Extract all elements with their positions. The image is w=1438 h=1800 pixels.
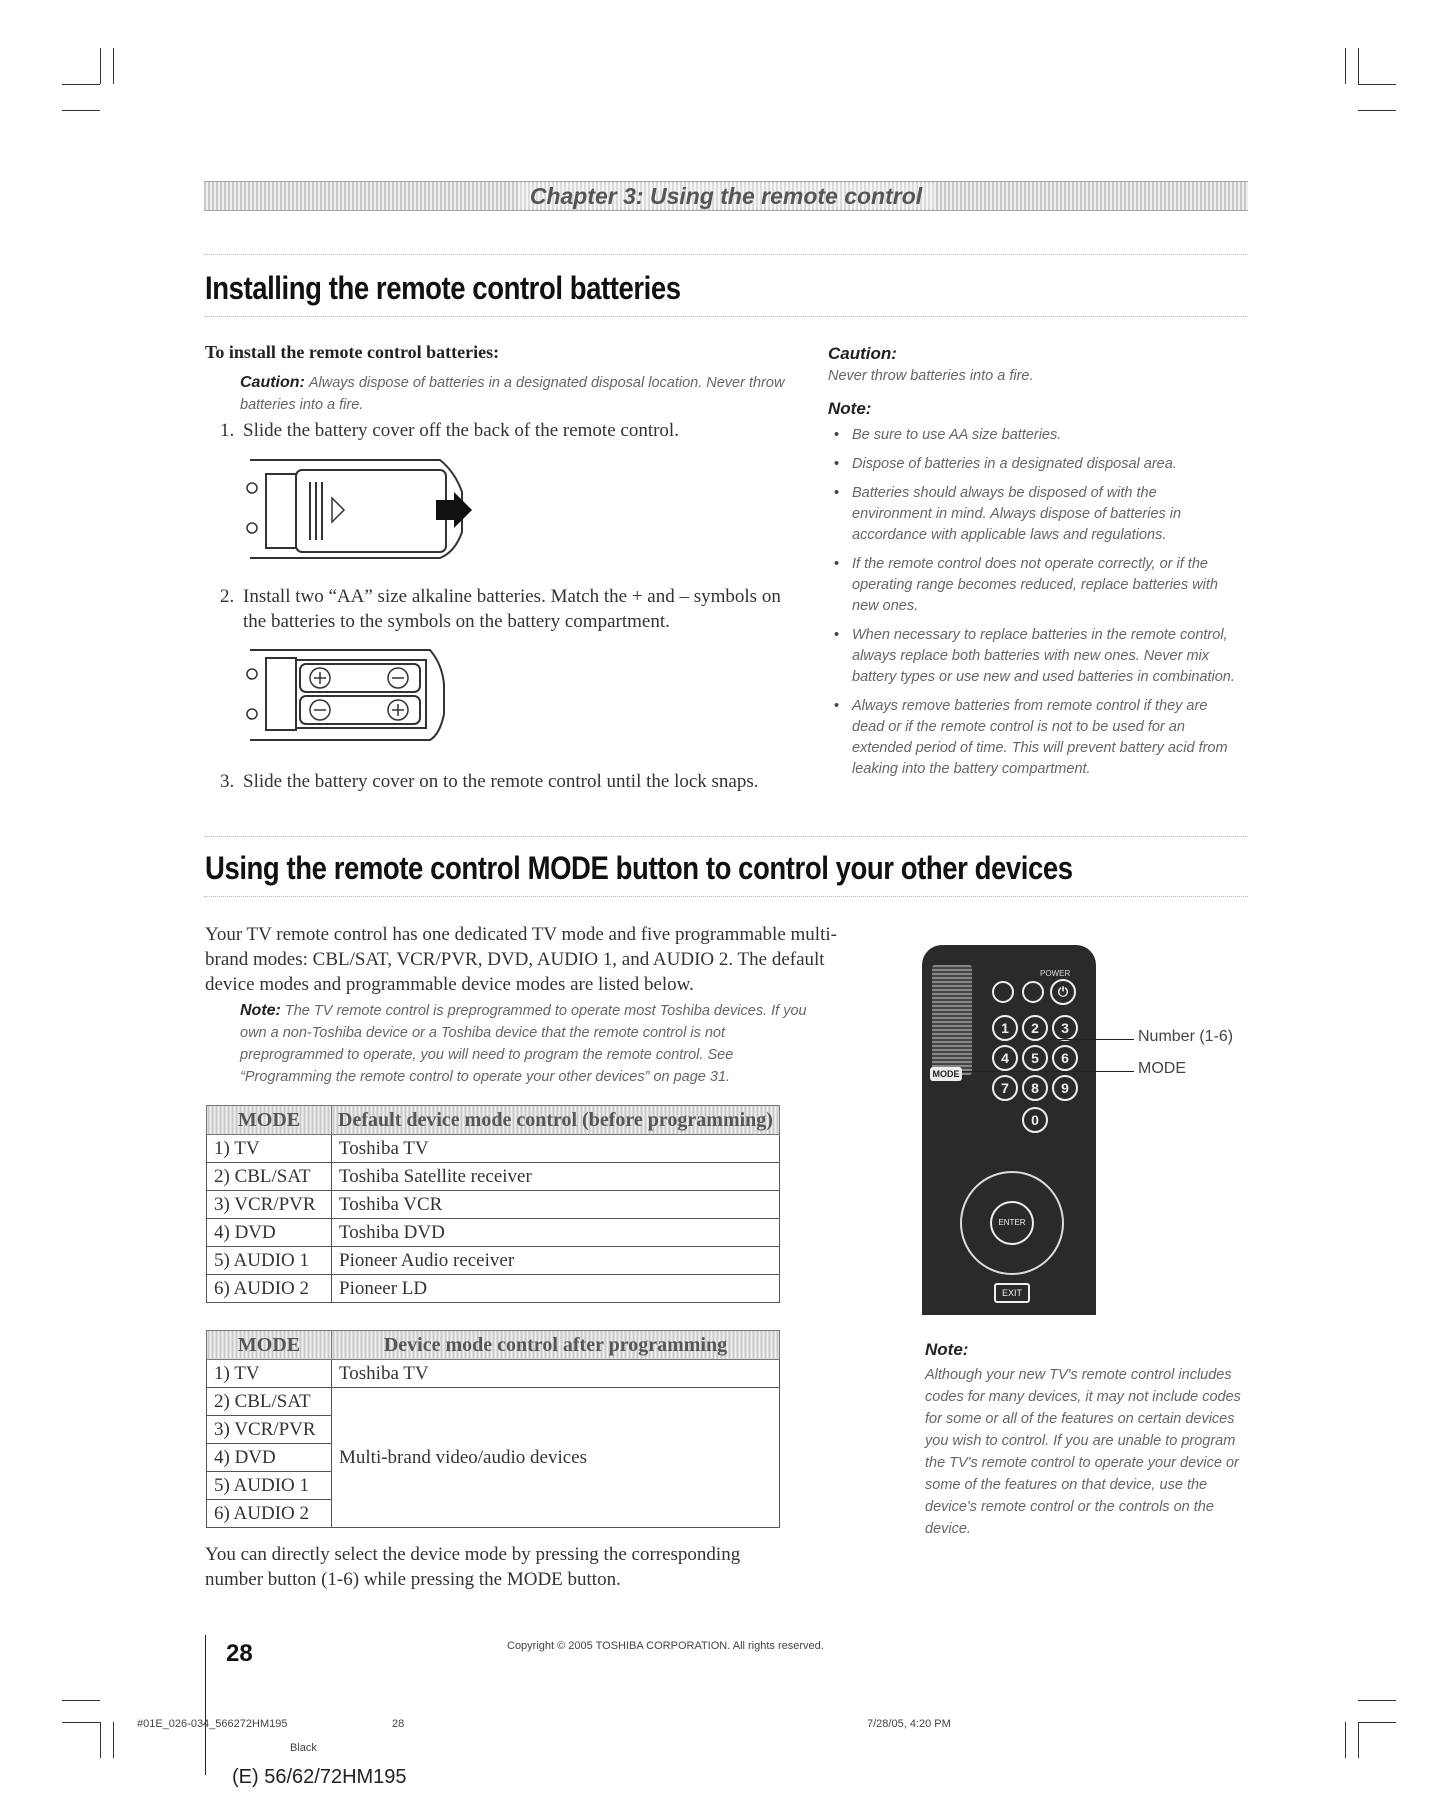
battery-cover-illustration bbox=[240, 452, 480, 562]
number-key: 0 bbox=[1022, 1107, 1048, 1133]
divider bbox=[204, 836, 1248, 837]
crop-mark bbox=[113, 48, 114, 84]
table-row bbox=[207, 1388, 780, 1416]
print-color: Black bbox=[290, 1742, 317, 1754]
table-header-row bbox=[207, 1106, 780, 1135]
caution-block bbox=[240, 372, 790, 416]
mode-note-text: The TV remote control is preprogrammed to operate most Toshiba devices. If you own a non-Toshiba device or a Toshiba device that the remote control is not preprogrammed to operate, you will need to program the remote control. See “Programming the remote control to operate your other devices” on page 31. bbox=[240, 1003, 807, 1085]
exit-key: EXIT bbox=[994, 1283, 1030, 1303]
section-title-mode-button: Using the remote control MODE button to control your other devices bbox=[205, 850, 1073, 886]
crop-mark bbox=[1358, 110, 1396, 111]
crop-mark bbox=[1358, 84, 1396, 85]
sleep-key bbox=[1022, 981, 1044, 1003]
number-key: 7 bbox=[992, 1075, 1018, 1101]
battery-compartment-illustration bbox=[240, 644, 450, 744]
power-label: POWER bbox=[1040, 969, 1071, 978]
callout-mode-label: MODE bbox=[1138, 1060, 1186, 1077]
mode-cell: 5) AUDIO 1 bbox=[207, 1247, 332, 1275]
crop-mark bbox=[1358, 1722, 1359, 1758]
callout-line bbox=[962, 1071, 1134, 1072]
crop-mark bbox=[1358, 48, 1359, 84]
sidebar2-note-label: Note: bbox=[925, 1340, 969, 1359]
crop-mark bbox=[62, 84, 100, 85]
enter-key: ENTER bbox=[990, 1201, 1034, 1245]
step-number: 3. bbox=[220, 771, 235, 792]
chapter-header bbox=[204, 181, 1248, 211]
mode-cell: 5) AUDIO 1 bbox=[207, 1472, 332, 1500]
table-row bbox=[207, 1360, 780, 1388]
table-header: MODE bbox=[207, 1106, 332, 1135]
table-row bbox=[207, 1163, 780, 1191]
table-header: Default device mode control (before programming) bbox=[332, 1106, 780, 1135]
device-cell: Toshiba DVD bbox=[332, 1219, 780, 1247]
table-row bbox=[207, 1219, 780, 1247]
sidebar-caution-notes bbox=[828, 344, 1238, 788]
device-cell: Multi-brand video/audio devices bbox=[332, 1388, 780, 1528]
crop-mark bbox=[1345, 1722, 1346, 1758]
sidebar-caution-label: Caution: bbox=[828, 344, 897, 363]
sidebar-note-label: Note: bbox=[828, 399, 872, 418]
mode-outro: You can directly select the device mode by pressing the corresponding number button (1-6) while pressing the MODE button. bbox=[205, 1544, 741, 1590]
step-number: 2. bbox=[220, 586, 235, 607]
print-slug: #01E_026-034_566272HM195 bbox=[137, 1718, 288, 1730]
sidebar2-note-text: Although your new TV's remote control includes codes for many devices, it may not include codes for some or all of the features on certain devices you wish to control. If you are unable to program the TV's remote control to operate your device or some of the features on that device, use the device's remote control or the controls on the device. bbox=[925, 1367, 1241, 1537]
device-cell: Toshiba TV bbox=[332, 1360, 780, 1388]
table-header: MODE bbox=[207, 1331, 332, 1360]
page-number: 28 bbox=[226, 1640, 253, 1667]
mode-note-block bbox=[240, 1000, 810, 1088]
list-item: • Batteries should always be disposed of with the environment in mind. Always dispose of batteries in accordance with applicable laws and regulations. bbox=[828, 483, 1238, 546]
table-header: Device mode control after programming bbox=[332, 1331, 780, 1360]
mode-cell: 4) DVD bbox=[207, 1219, 332, 1247]
caution-text: Always dispose of batteries in a designated disposal location. Never throw batteries into a fire. bbox=[240, 375, 785, 413]
crop-mark bbox=[100, 1722, 101, 1758]
sidebar-note-2 bbox=[925, 1340, 1245, 1540]
number-key: 8 bbox=[1022, 1075, 1048, 1101]
copyright: Copyright © 2005 TOSHIBA CORPORATION. All rights reserved. bbox=[507, 1640, 824, 1652]
print-timestamp: 7/28/05, 4:20 PM bbox=[867, 1718, 951, 1730]
programmed-mode-table bbox=[206, 1330, 780, 1528]
remote-control-illustration bbox=[922, 945, 1096, 1315]
slug-page: 28 bbox=[392, 1718, 405, 1730]
table-row bbox=[207, 1191, 780, 1219]
device-cell: Pioneer LD bbox=[332, 1275, 780, 1303]
mode-cell: 1) TV bbox=[207, 1360, 332, 1388]
mode-note-label: Note: bbox=[240, 1002, 281, 1019]
model-number: (E) 56/62/72HM195 bbox=[232, 1766, 407, 1788]
table-row bbox=[207, 1275, 780, 1303]
crop-mark bbox=[113, 1722, 114, 1758]
number-key: 9 bbox=[1052, 1075, 1078, 1101]
mode-cell: 3) VCR/PVR bbox=[207, 1191, 332, 1219]
callout-number-label: Number (1-6) bbox=[1138, 1028, 1234, 1045]
power-icon: ⏻ bbox=[1050, 979, 1076, 1005]
mode-cell: 2) CBL/SAT bbox=[207, 1163, 332, 1191]
crop-mark bbox=[100, 48, 101, 84]
number-key: 5 bbox=[1022, 1045, 1048, 1071]
divider bbox=[204, 316, 1248, 317]
mode-cell: 6) AUDIO 2 bbox=[207, 1500, 332, 1528]
mode-cell: 3) VCR/PVR bbox=[207, 1416, 332, 1444]
table-header-row bbox=[207, 1331, 780, 1360]
number-key: 3 bbox=[1052, 1015, 1078, 1041]
device-cell: Toshiba Satellite receiver bbox=[332, 1163, 780, 1191]
list-item: • When necessary to replace batteries in the remote control, always replace both batteries with new ones. Never mix battery types or use new and used batteries in combination. bbox=[828, 625, 1238, 688]
mode-key-column bbox=[932, 965, 972, 1075]
mode-cell: 2) CBL/SAT bbox=[207, 1388, 332, 1416]
crop-mark bbox=[1358, 1722, 1396, 1723]
crop-mark bbox=[62, 1700, 100, 1701]
step-1-text: Slide the battery cover off the back of the remote control. bbox=[243, 420, 679, 441]
number-key: 1 bbox=[992, 1015, 1018, 1041]
device-cell: Toshiba VCR bbox=[332, 1191, 780, 1219]
crop-mark bbox=[1345, 48, 1346, 84]
batteries-subhead: To install the remote control batteries: bbox=[205, 342, 500, 362]
list-item: • If the remote control does not operate correctly, or if the operating range becomes reduced, replace batteries with new ones. bbox=[828, 554, 1238, 617]
number-key: 2 bbox=[1022, 1015, 1048, 1041]
crop-mark bbox=[62, 1722, 100, 1723]
mode-cell: 4) DVD bbox=[207, 1444, 332, 1472]
chapter-title: Chapter 3: Using the remote control bbox=[518, 183, 934, 209]
divider bbox=[204, 254, 1248, 255]
device-cell: Toshiba TV bbox=[332, 1135, 780, 1163]
step-2-text: Install two “AA” size alkaline batteries. Match the + and – symbols on the batteries to the symbols on the battery compartment. bbox=[243, 586, 781, 632]
sidebar-note-list bbox=[828, 425, 1238, 780]
list-item: • Dispose of batteries in a designated disposal area. bbox=[828, 454, 1238, 475]
step-number: 1. bbox=[220, 420, 235, 441]
table-row bbox=[207, 1135, 780, 1163]
light-key bbox=[992, 981, 1014, 1003]
number-key: 4 bbox=[992, 1045, 1018, 1071]
step-3-text: Slide the battery cover on to the remote control until the lock snaps. bbox=[243, 771, 759, 792]
crop-mark bbox=[62, 110, 100, 111]
table-row bbox=[207, 1247, 780, 1275]
footer-rule bbox=[205, 1635, 206, 1775]
crop-mark bbox=[1358, 1700, 1396, 1701]
number-key: 6 bbox=[1052, 1045, 1078, 1071]
mode-key: MODE bbox=[930, 1067, 962, 1081]
sidebar-caution-text: Never throw batteries into a fire. bbox=[828, 368, 1034, 384]
divider bbox=[204, 896, 1248, 897]
mode-cell: 1) TV bbox=[207, 1135, 332, 1163]
list-item: • Always remove batteries from remote control if they are dead or if the remote control is not to be used for an extended period of time. This will prevent battery acid from leaking into the battery compartment. bbox=[828, 696, 1238, 780]
default-mode-table bbox=[206, 1105, 780, 1303]
mode-intro: Your TV remote control has one dedicated TV mode and five programmable multi-brand modes: CBL/SAT, VCR/PVR, DVD, AUDIO 1, and AUDIO 2. The default device modes and programmable device modes are listed below. bbox=[205, 924, 837, 995]
list-item: • Be sure to use AA size batteries. bbox=[828, 425, 1238, 446]
caution-label: Caution: bbox=[240, 374, 305, 391]
device-cell: Pioneer Audio receiver bbox=[332, 1247, 780, 1275]
section-title-batteries: Installing the remote control batteries bbox=[205, 270, 681, 306]
callout-line bbox=[1058, 1039, 1134, 1040]
mode-cell: 6) AUDIO 2 bbox=[207, 1275, 332, 1303]
